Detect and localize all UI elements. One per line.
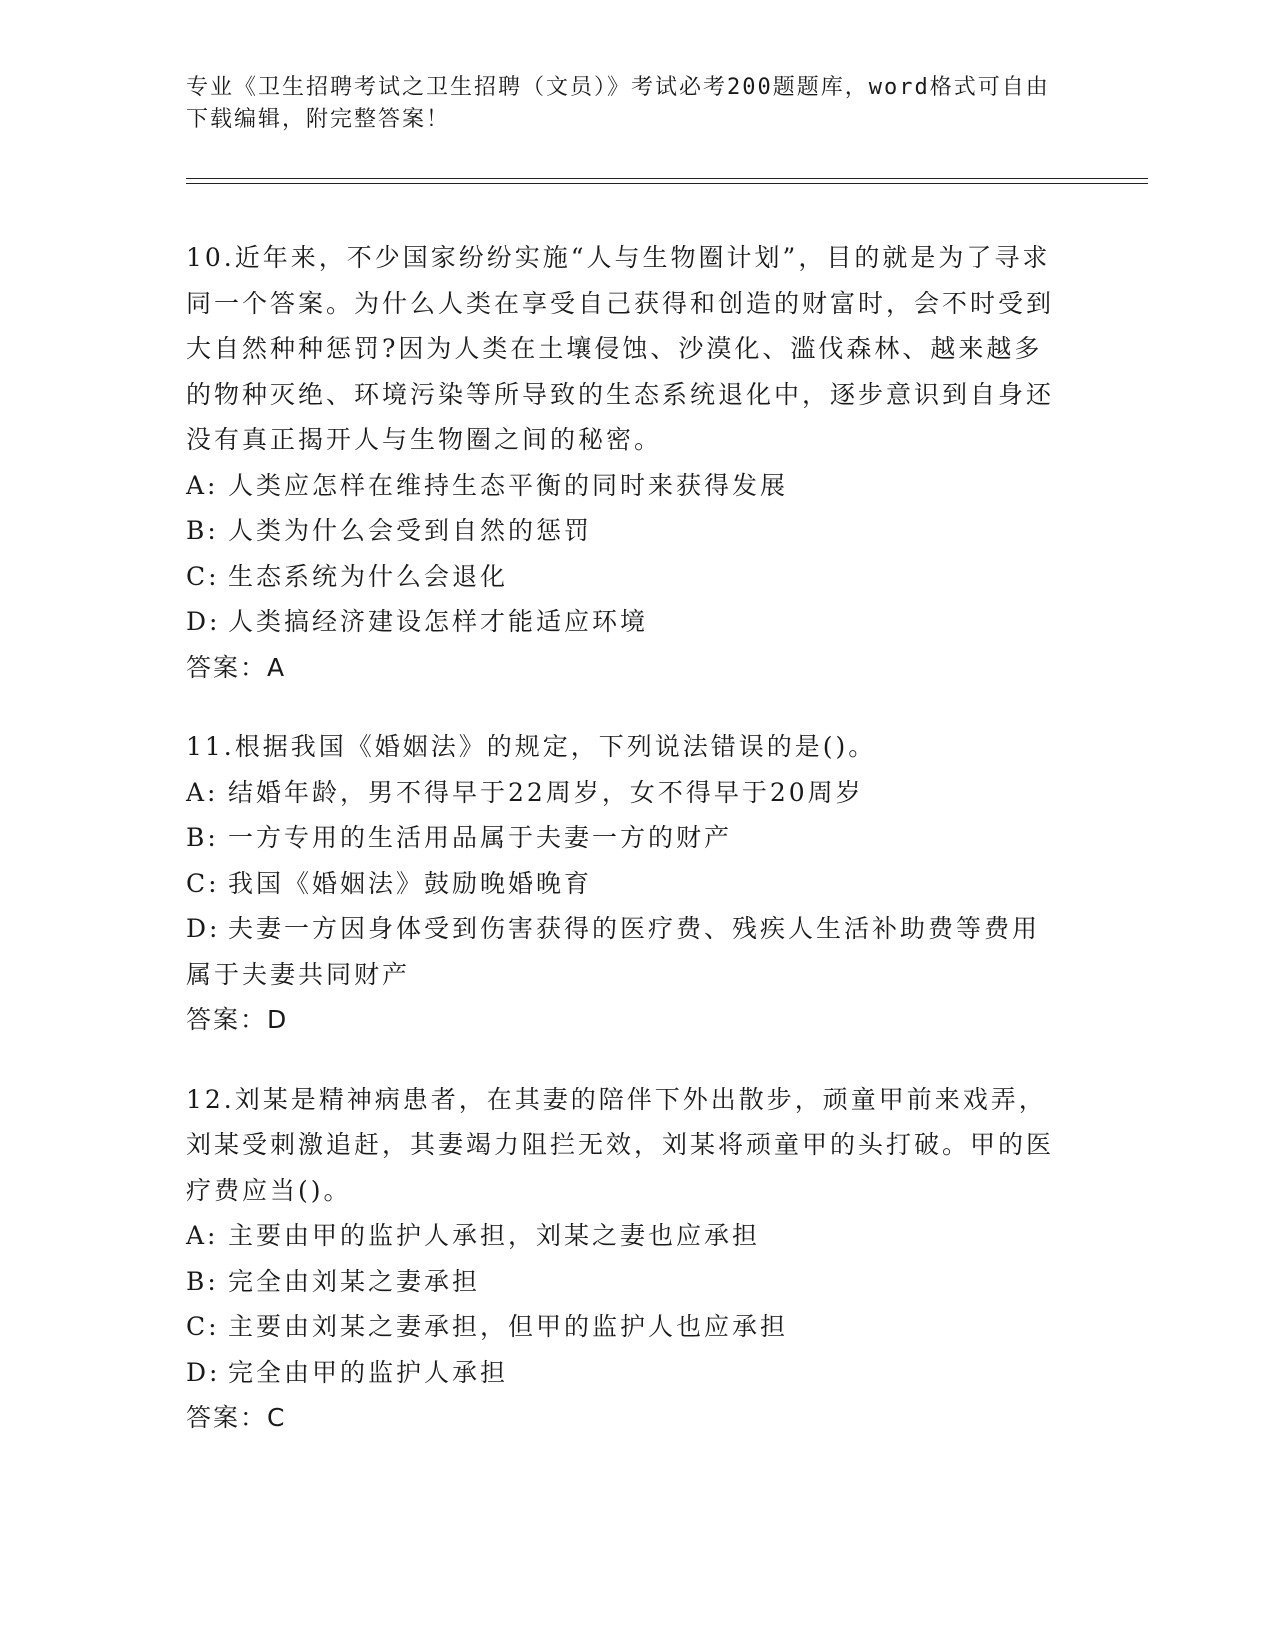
answer-line: 答案：A [186,652,287,682]
document-header: 专业《卫生招聘考试之卫生招聘（文员）》考试必考200题题库，word格式可自由下载编辑，附完整答案！ [186,75,1050,132]
option-key: D: [186,607,221,636]
option-key: B: [186,1266,219,1296]
option-key: C: [186,1312,220,1341]
option-text: 人类应怎样在维持生态平衡的同时来获得发展 [228,470,789,500]
option-a [186,1213,1066,1259]
option-d [186,599,1066,645]
header-divider-bottom [186,183,1148,184]
option-text: 生态系统为什么会退化 [228,561,509,591]
option-c [186,861,1066,907]
question-stem: 11.根据我国《婚姻法》的规定，下列说法错误的是()。 [186,732,877,761]
option-text: 夫妻一方因身体受到伤害获得的医疗费、残疾人生活补助费等费用属于夫妻共同财产 [186,914,1041,989]
option-d [186,1350,1066,1396]
option-text: 我国《婚姻法》鼓励晚婚晚育 [228,868,593,898]
question-stem: 12.刘某是精神病患者，在其妻的陪伴下外出散步，顽童甲前来戏弄，刘某受刺激追赶，其妻竭力阻拦无效，刘某将顽童甲的头打破。甲的医疗费应当()。 [186,1084,1055,1205]
question-10 [186,235,1066,690]
option-b [186,1259,1066,1305]
question-stem: 10.近年来，不少国家纷纷实施“人与生物圈计划”，目的就是为了寻求同一个答案。为什么人类在享受自己获得和创造的财富时，会不时受到大自然种种惩罚?因为人类在土壤侵蚀、沙漠化、滥伐森林、越来越多的物种灭绝、环境污染等所导致的生态系统退化中，逐步意识到自身还没有真正揭开人与生物圈之间的秘密。 [186,243,1055,454]
option-b [186,815,1066,861]
option-text: 人类为什么会受到自然的惩罚 [228,516,593,545]
option-text: 人类搞经济建设怎样才能适应环境 [228,607,649,636]
option-key: D: [186,1357,221,1387]
question-list [186,235,1066,1475]
option-text: 完全由刘某之妻承担 [228,1266,481,1296]
header-divider-top [186,178,1148,179]
option-key: A: [186,1221,219,1250]
option-c [186,554,1066,600]
option-key: C: [186,561,220,591]
option-key: A: [186,470,219,500]
question-11 [186,724,1066,1043]
option-text: 结婚年龄，男不得早于22周岁，女不得早于20周岁 [228,777,864,807]
option-text: 主要由刘某之妻承担，但甲的监护人也应承担 [228,1312,789,1341]
option-d [186,906,1066,997]
option-key: D: [186,914,221,943]
option-b [186,508,1066,554]
option-text: 主要由甲的监护人承担，刘某之妻也应承担 [228,1221,761,1250]
option-text: 完全由甲的监护人承担 [228,1357,509,1387]
option-key: A: [186,777,219,807]
option-a [186,770,1066,816]
option-key: C: [186,868,220,898]
answer-line: 答案：D [186,1005,289,1034]
option-text: 一方专用的生活用品属于夫妻一方的财产 [228,823,733,852]
option-key: B: [186,516,219,545]
option-c [186,1304,1066,1350]
question-12 [186,1077,1066,1441]
answer-line: 答案：C [186,1403,287,1432]
option-key: B: [186,823,219,852]
option-a [186,463,1066,509]
